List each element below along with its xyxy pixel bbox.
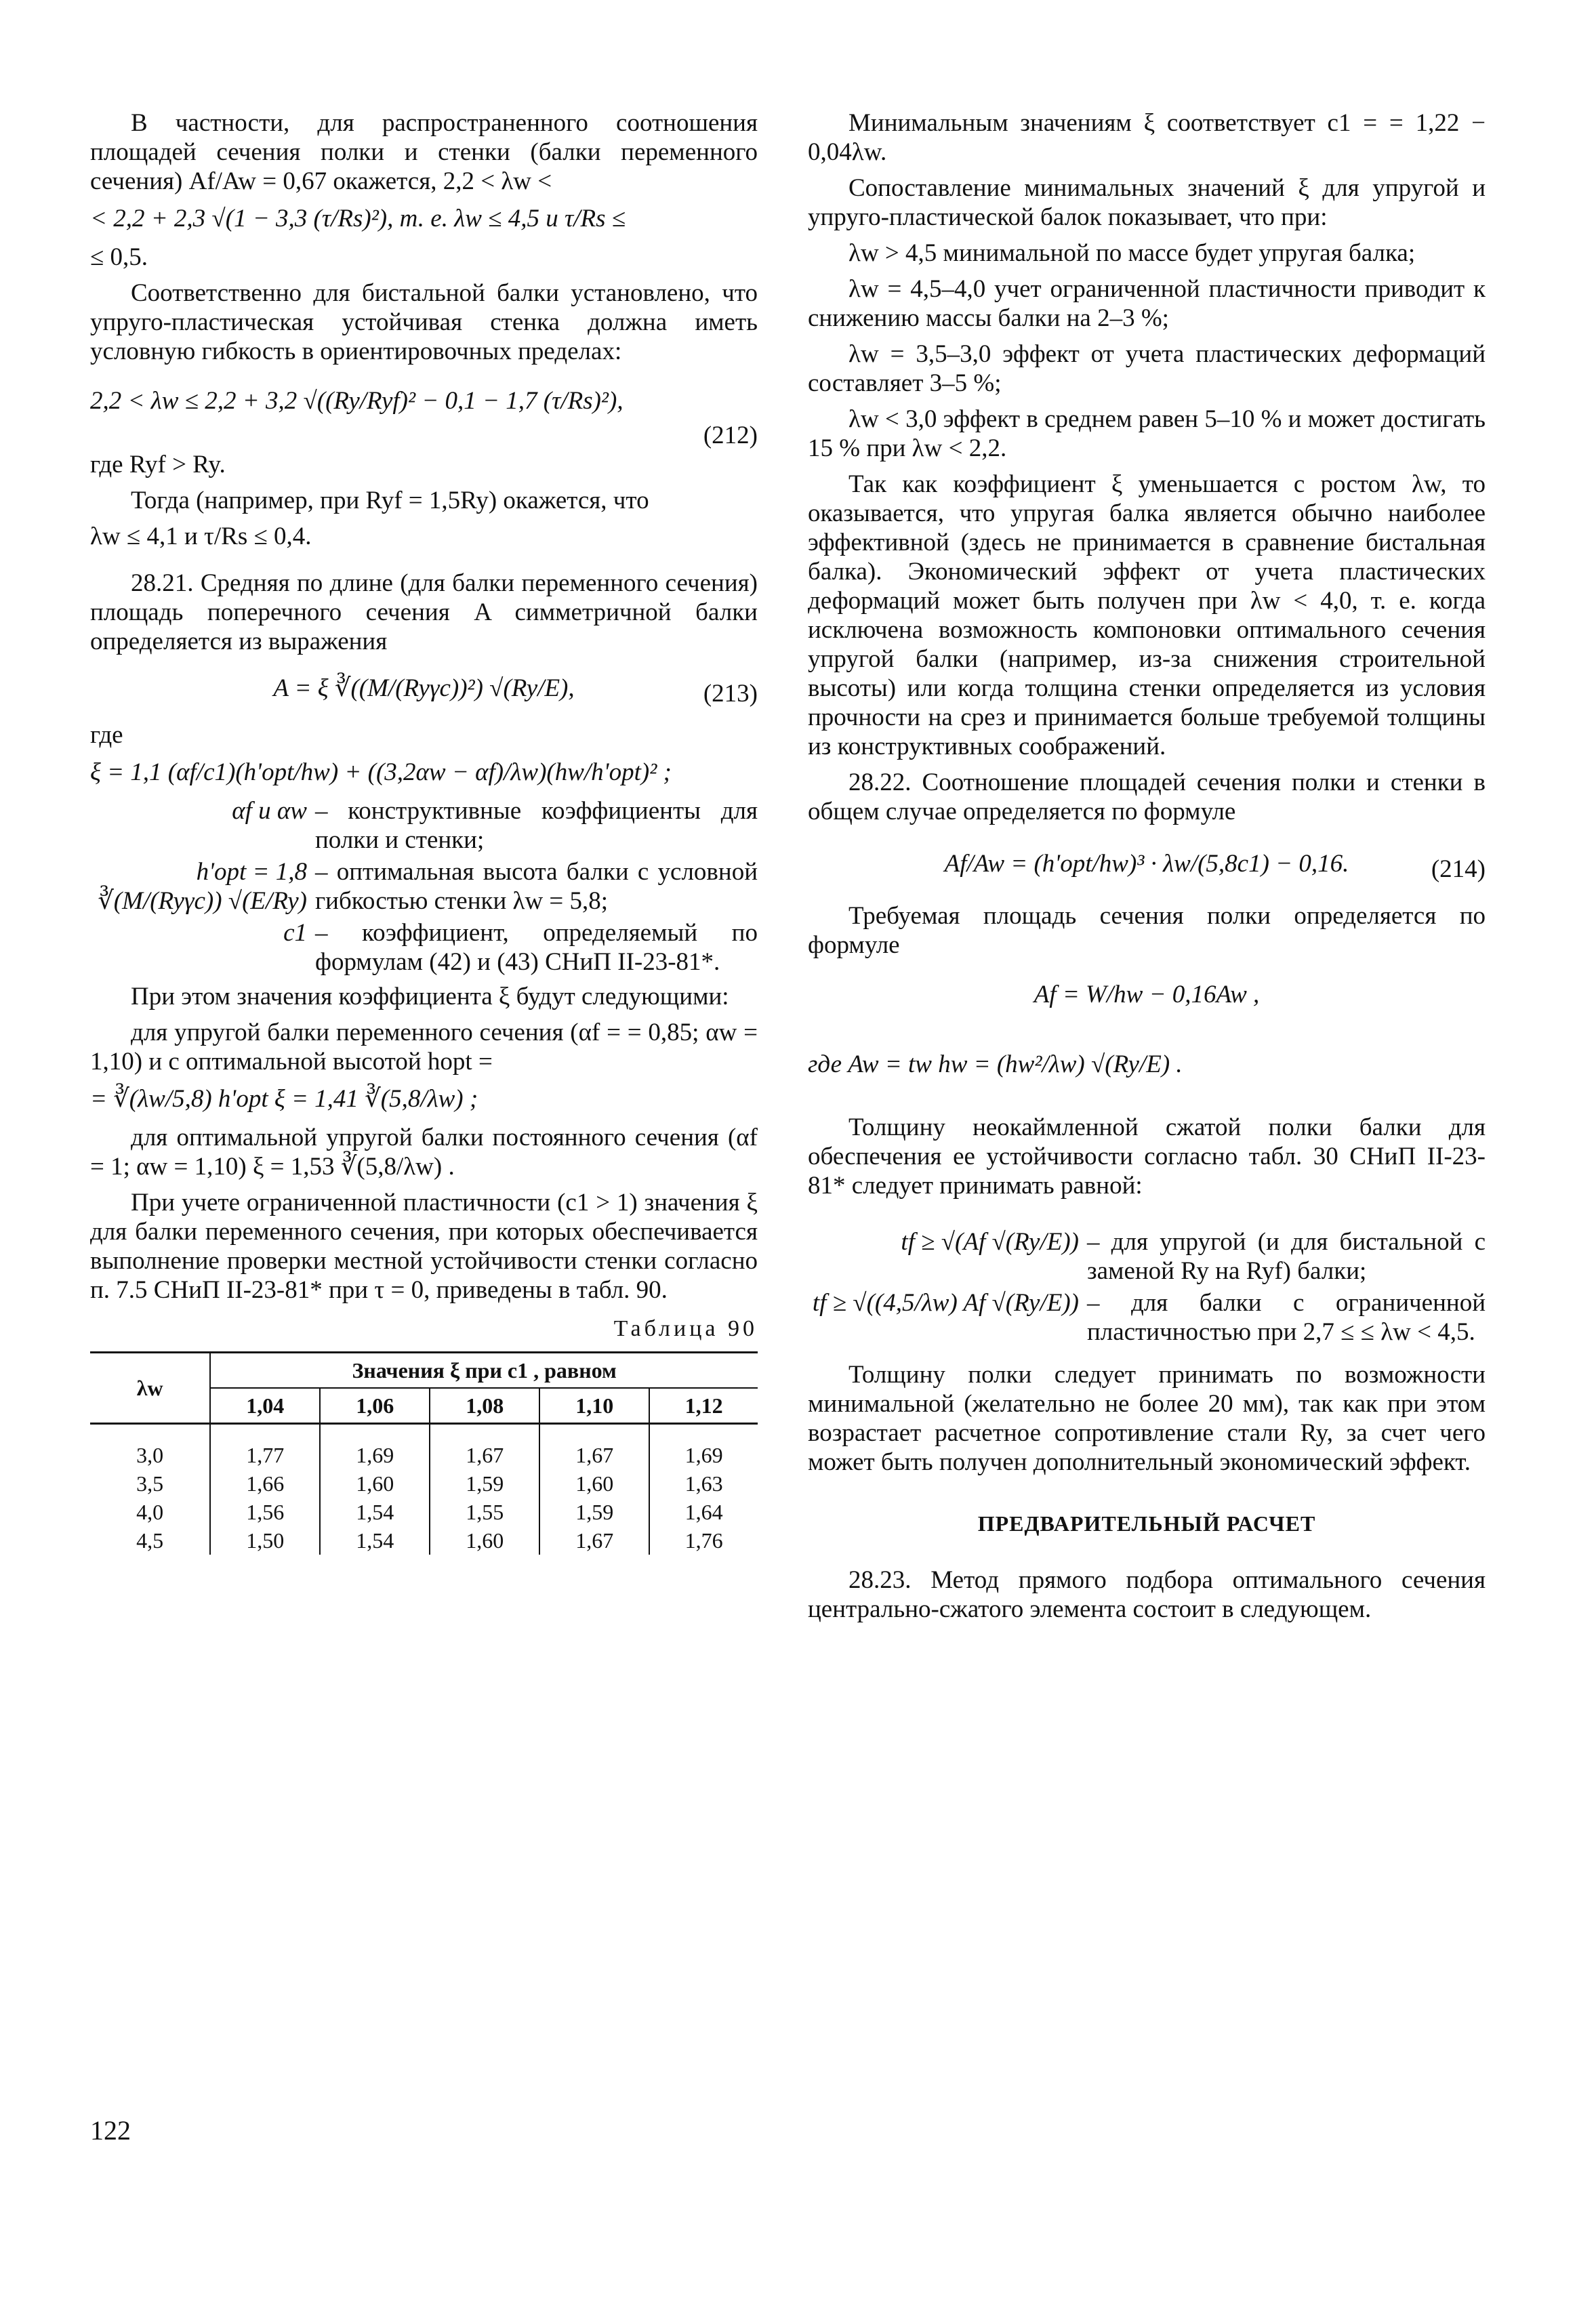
table-cell: 1,60 xyxy=(539,1469,649,1498)
formula-text: 2,2 < λw ≤ 2,2 + 3,2 √((Ry/Ryf)² − 0,1 − 1,7 (τ/Rs)²), xyxy=(90,387,623,415)
table-cell: 1,77 xyxy=(210,1424,320,1470)
table-cell: 1,69 xyxy=(649,1424,758,1470)
table-cell: 1,67 xyxy=(430,1424,539,1470)
paragraph: Так как коэффициент ξ уменьшается с ростом λw, то оказывается, что упругая балка является обычно наиболее эффективной (здесь не принимается в сравнение бистальная балка). Экономический эффект от учета пластических деформаций может быть получен при λw < 4,0, т. е. когда исключена возможность компоновки оптимального сечения упругой балки (например, из-за снижения строительной высоты) или когда толщина стенки определяется из условия прочности на срез и принимается больше требуемой толщины из конструктивных соображений. xyxy=(808,470,1486,760)
table-row xyxy=(90,1469,758,1498)
table-cell: 1,59 xyxy=(539,1498,649,1526)
paragraph-28-23: 28.23. Метод прямого подбора оптимального сечения центрально-сжатого элемента состоит в следующем. xyxy=(808,1566,1486,1623)
paragraph: Минимальным значениям ξ соответствует c1 = = 1,22 − 0,04λw. xyxy=(808,109,1486,166)
table-cell: 3,0 xyxy=(90,1424,210,1470)
table-cell: 1,63 xyxy=(649,1469,758,1498)
table-cell: 1,69 xyxy=(320,1424,430,1470)
table-cell: 1,54 xyxy=(320,1498,430,1526)
paragraph-28-21: 28.21. Средняя по длине (для балки переменного сечения) площадь поперечного сечения A симметричной балки определяется из выражения xyxy=(90,569,758,655)
table-cell: 1,50 xyxy=(210,1526,320,1555)
table-cell: 1,56 xyxy=(210,1498,320,1526)
left-column xyxy=(90,108,758,1555)
definition-item xyxy=(808,1288,1486,1347)
table-cell: 4,0 xyxy=(90,1498,210,1526)
definition-item xyxy=(90,857,758,916)
table-cell: 4,5 xyxy=(90,1526,210,1555)
formula-text: ξ = 1,1 (αf/c1)(h'opt/hw) + ((3,2αw − αf)/λw)(hw/h'opt)² ; xyxy=(90,758,672,786)
list-item: λw > 4,5 минимальной по массе будет упругая балка; xyxy=(848,239,1416,267)
formula-text: где Aw = tw hw = (hw²/λw) √(Ry/E) . xyxy=(808,1050,1183,1078)
table-cell: 3,5 xyxy=(90,1469,210,1498)
table-cell: 1,67 xyxy=(539,1526,649,1555)
table-cell: 1,54 xyxy=(320,1526,430,1555)
paragraph: Требуемая площадь сечения полки определяется по формуле xyxy=(808,902,1486,959)
page-number: 122 xyxy=(90,2115,131,2146)
paragraph: При учете ограниченной пластичности (c1 > 1) значения ξ для балки переменного сечения, при которых обеспечивается выполнение проверки местной устойчивости стенки согласно п. 7.5 СНиП II-23-81* при τ = 0, приведены в табл. 90. xyxy=(90,1189,758,1304)
list-item: λw = 3,5–3,0 эффект от учета пластических деформаций составляет 3–5 %; xyxy=(808,340,1486,397)
table-cell: 1,66 xyxy=(210,1469,320,1498)
paragraph: Тогда (например, при Ryf = 1,5Ry) окажется, что xyxy=(131,487,649,514)
paragraph: для упругой балки переменного сечения (αf = = 0,85; αw = 1,10) и с оптимальной высотой hopt = xyxy=(90,1019,758,1076)
formula-text: A = ξ ∛((M/(Ryγc))²) √(Ry/E), xyxy=(273,674,575,702)
definition-item xyxy=(90,918,758,977)
right-column xyxy=(808,108,1486,1631)
paragraph-28-22: 28.22. Соотношение площадей сечения полки и стенки в общем случае определяется по формуле xyxy=(808,769,1486,825)
list-item: λw < 3,0 эффект в среднем равен 5–10 % и может достигать 15 % при λw < 2,2. xyxy=(808,405,1486,462)
table-cell: 1,76 xyxy=(649,1526,758,1555)
formula-212 xyxy=(90,386,758,415)
formula-text: Af = W/hw − 0,16Aw , xyxy=(1034,981,1260,1008)
paragraph: Сопоставление минимальных значений ξ для упругой и упруго-пластической балок показывает, что при: xyxy=(808,174,1486,231)
formula-214 xyxy=(808,849,1486,883)
formula-213 xyxy=(90,674,758,708)
table-group-header: Значения ξ при c1 , равном xyxy=(210,1353,758,1389)
table-cell: 1,59 xyxy=(430,1469,539,1498)
table-90 xyxy=(90,1351,758,1555)
table-header: 1,12 xyxy=(649,1388,758,1424)
table-cell: 1,60 xyxy=(320,1469,430,1498)
definition-symbol: tf ≥ √((4,5/λw) Af √(Ry/E)) xyxy=(812,1289,1079,1317)
definition-symbol: h'opt = 1,8 ∛(M/(Ryγc)) √(E/Ry) xyxy=(98,858,307,915)
formula-text: < 2,2 + 2,3 √(1 − 3,3 (τ/Rs)²), т. е. λw ≤ 4,5 и τ/Rs ≤ xyxy=(90,205,626,232)
table-header: 1,08 xyxy=(430,1388,539,1424)
table-cell: 1,55 xyxy=(430,1498,539,1526)
table-header: 1,06 xyxy=(320,1388,430,1424)
formula-af xyxy=(808,980,1486,1009)
definition-symbol: αf и αw xyxy=(232,797,307,825)
definition-text: – коэффициент, определяемый по формулам (42) и (43) СНиП II-23-81*. xyxy=(315,919,758,976)
where-label: где xyxy=(90,721,123,749)
table-cell: 1,67 xyxy=(539,1424,649,1470)
formula-number: (214) xyxy=(1431,855,1486,883)
definition-item xyxy=(90,796,758,855)
paragraph: Толщину неокаймленной сжатой полки балки для обеспечения ее устойчивости согласно табл. 30 СНиП II-23-81* следует принимать равной: xyxy=(808,1113,1486,1200)
paragraph: для оптимальной упругой балки постоянного сечения (αf = 1; αw = 1,10) ξ = 1,53 ∛(5,8/λw) . xyxy=(90,1124,758,1181)
formula-aw xyxy=(808,1050,1486,1079)
definition-text: – оптимальная высота балки с условной гибкостью стенки λw = 5,8; xyxy=(315,858,758,915)
formula-text: = ∛(λw/5,8) h'opt ξ = 1,41 ∛(5,8/λw) ; xyxy=(90,1085,478,1113)
formula-continuation: ≤ 0,5. xyxy=(90,243,148,271)
definition-text: – конструктивные коэффициенты для полки и стенки; xyxy=(315,797,758,854)
table-header-lambda: λw xyxy=(90,1353,210,1424)
table-header: 1,04 xyxy=(210,1388,320,1424)
table-row xyxy=(90,1498,758,1526)
paragraph: В частности, для распространенного соотношения площадей сечения полки и стенки (балки переменного сечения) Af/Aw = 0,67 окажется, 2,2 < λw < xyxy=(90,109,758,195)
formula-xi-variable xyxy=(90,1084,758,1113)
table-row xyxy=(90,1526,758,1555)
definition-symbol: tf ≥ √(Af √(Ry/E)) xyxy=(901,1228,1079,1256)
definitions-list xyxy=(90,796,758,977)
definition-symbol: c1 xyxy=(283,919,307,947)
table-cell: 1,60 xyxy=(430,1526,539,1555)
formula-xi xyxy=(90,758,758,787)
formula-inline: λw ≤ 4,1 и τ/Rs ≤ 0,4. xyxy=(90,523,312,550)
definitions-list xyxy=(808,1227,1486,1347)
section-heading: ПРЕДВАРИТЕЛЬНЫЙ РАСЧЕТ xyxy=(977,1511,1316,1536)
formula-text: Af/Aw = (h'opt/hw)³ · λw/(5,8c1) − 0,16. xyxy=(944,850,1349,878)
list-item: λw = 4,5–4,0 учет ограниченной пластичности приводит к снижению массы балки на 2–3 %; xyxy=(808,275,1486,332)
paragraph: Толщину полки следует принимать по возможности минимальной (желательно не более 20 мм), так как при этом возрастает расчетное сопротивление стали Ry, за счет чего может быть получен дополнительный экономический эффект. xyxy=(808,1361,1486,1476)
table-cell: 1,64 xyxy=(649,1498,758,1526)
definition-text: – для упругой (и для бистальной с заменой Ry на Ryf) балки; xyxy=(1087,1228,1486,1285)
table-caption: Таблица 90 xyxy=(613,1316,758,1341)
formula-where: где Ryf > Ry. xyxy=(90,451,226,478)
paragraph: При этом значения коэффициента ξ будут следующими: xyxy=(131,983,729,1010)
table-header: 1,10 xyxy=(539,1388,649,1424)
paragraph: Соответственно для бистальной балки установлено, что упруго-пластическая устойчивая стенка должна иметь условную гибкость в ориентировочных пределах: xyxy=(90,279,758,365)
table-row xyxy=(90,1424,758,1470)
formula-number: (213) xyxy=(703,680,758,708)
definition-text: – для балки с ограниченной пластичностью при 2,7 ≤ ≤ λw < 4,5. xyxy=(1087,1289,1486,1346)
definition-item xyxy=(808,1227,1486,1286)
formula-number: (212) xyxy=(703,422,758,449)
formula xyxy=(90,204,758,233)
